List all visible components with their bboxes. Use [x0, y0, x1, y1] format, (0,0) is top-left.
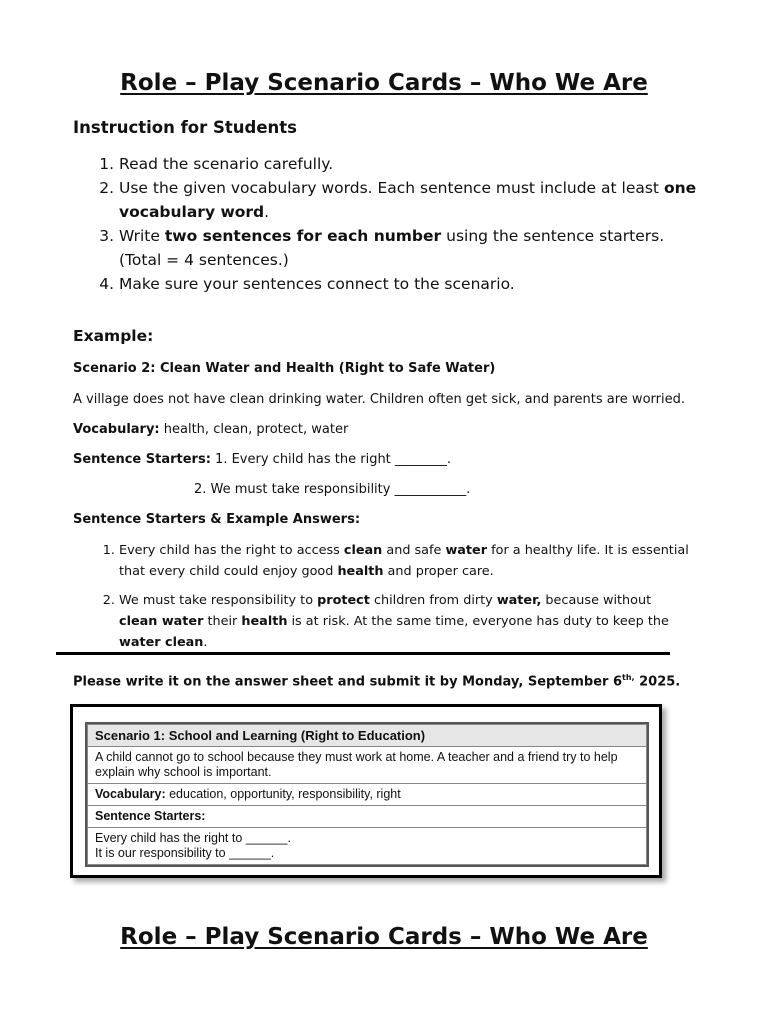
scenario-card-starters-label: Sentence Starters: [88, 806, 647, 828]
example-answers-list [73, 540, 691, 661]
example-heading: Example: [73, 327, 154, 345]
scenario-card [70, 704, 662, 878]
page-title: Role – Play Scenario Cards – Who We Are [120, 70, 648, 96]
example-scenario-text: A village does not have clean drinking water. Children often get sick, and parents are worried. [73, 392, 685, 407]
scenario-table [87, 724, 647, 865]
instructions-heading: Instruction for Students [73, 118, 297, 137]
example-scenario-title: Scenario 2: Clean Water and Health (Right to Safe Water) [73, 361, 496, 376]
answers-heading: Sentence Starters & Example Answers: [73, 512, 361, 527]
scenario-card-vocabulary: Vocabulary: education, opportunity, responsibility, right [88, 784, 647, 806]
instructions-list [73, 152, 739, 296]
example-vocabulary: Vocabulary: health, clean, protect, water [73, 422, 349, 437]
list-item: 3. Write two sentences for each number using the sentence starters. (Total = 4 sentences.) [119, 224, 739, 272]
example-starters: Sentence Starters: 1. Every child has the right ________. [73, 452, 452, 467]
scenario-card-description: A child cannot go to school because they must work at home. A teacher and a friend try to help explain why school is important. [88, 747, 647, 784]
list-item: 2. Use the given vocabulary words. Each sentence must include at least one vocabulary word. [119, 176, 739, 224]
list-item: 4. Make sure your sentences connect to the scenario. [119, 272, 739, 296]
divider [56, 652, 670, 655]
list-item: 2. We must take responsibility to protect children from dirty water, because without clean water their health is at risk. At the same time, everyone has duty to keep the water clean. [119, 590, 691, 653]
list-item: 1. Every child has the right to access clean and safe water for a healthy life. It is essential that every child could enjoy good health and proper care. [119, 540, 691, 582]
scenario-card-header: Scenario 1: School and Learning (Right to Education) [88, 725, 647, 747]
example-starter-2: 2. We must take responsibility ___________. [194, 482, 471, 497]
list-item: 1. Read the scenario carefully. [119, 152, 739, 176]
submit-instruction: Please write it on the answer sheet and submit it by Monday, September $6^{th,}$ 2025. [73, 673, 681, 690]
scenario-card-starters: Every child has the right to ______. It is our responsibility to ______. [88, 828, 647, 865]
page-title-repeat: Role – Play Scenario Cards – Who We Are [120, 924, 648, 950]
